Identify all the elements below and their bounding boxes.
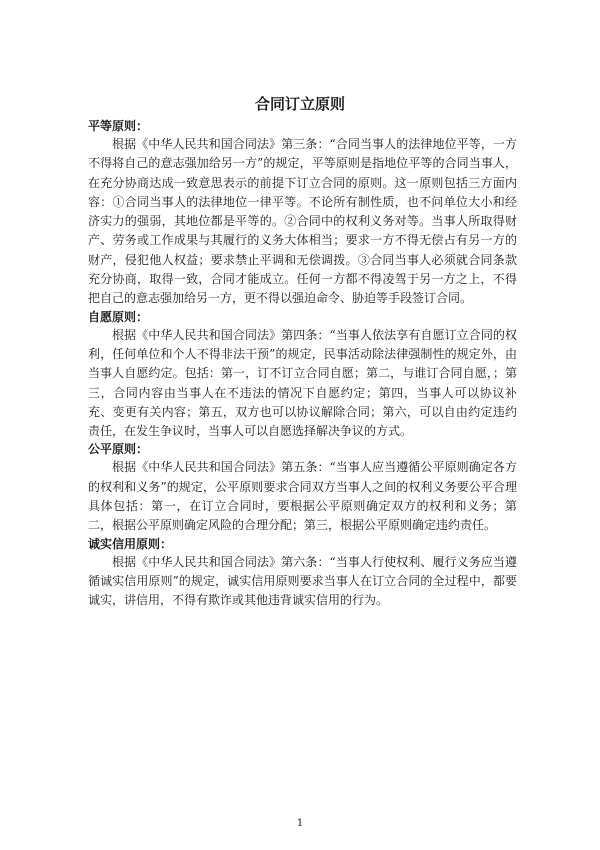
document-title: 合同订立原则 (254, 95, 345, 113)
document-content (88, 118, 517, 611)
section-voluntariness (88, 309, 517, 442)
page-number: 1 (296, 818, 304, 829)
section-body: 根据《中华人民共和国合同法》第三条：“合同当事人的法律地位平等，一方不得将自己的意志强加给另一方”的规定，平等原则是指地位平等的合同当事人，在充分协商达成一致意思表示的前提下订立合同的原则。这一原则包括三方面内容：①合同当事人的法律地位一律平等。不论所有制性质，也不问单位大小和经济实力的强弱，其地位都是平等的。②合同中的权利义务对等。当事人所取得财产、劳务或工作成果与其履行的义务大体相当；要求一方不得无偿占有另一方的财产，侵犯他人权益；要求禁止平调和无偿调拨。③合同当事人必须就合同条款充分协商，取得一致，合同才能成立。任何一方都不得凌驾于另一方之上，不得把自己的意志强加给另一方，更不得以强迫命令、胁迫等手段签订合同。 (88, 137, 517, 306)
section-body: 根据《中华人民共和国合同法》第四条：“当事人依法享有自愿订立合同的权利，任何单位和个人不得非法干预”的规定，民事活动除法律强制性的规定外，由当事人自愿约定。包括：第一，订不订立合同自愿；第二，与谁订合同自愿，；第三，合同内容由当事人在不违法的情况下自愿约定；第四，当事人可以协议补充、变更有关内容；第五，双方也可以协议解除合同；第六，可以自由约定违约责任，在发生争议时，当事人可以自愿选择解决争议的方式。 (88, 327, 517, 439)
section-heading: 自愿原则： (88, 309, 149, 324)
section-heading: 平等原则： (88, 119, 149, 133)
section-fairness (88, 441, 517, 535)
section-body: 根据《中华人民共和国合同法》第五条：“当事人应当遵循公平原则确定各方的权利和义务”的规定，公平原则要求合同双方当事人之间的权利义务要公平合理具体包括：第一，在订立合同时，要根据公平原则确定双方的权利和义务；第二，根据公平原则确定风险的合理分配；第三，根据公平原则确定违约责任。 (88, 460, 517, 533)
section-good-faith (88, 536, 517, 611)
section-body: 根据《中华人民共和国合同法》第六条：“当事人行使权利、履行义务应当遵循诚实信用原则”的规定，诚实信用原则要求当事人在订立合同的全过程中，都要诚实，讲信用，不得有欺诈或其他违背诚实信用的行为。 (88, 554, 517, 608)
section-equality (88, 118, 517, 309)
section-heading: 公平原则： (88, 442, 149, 457)
section-heading: 诚实信用原则： (88, 536, 173, 551)
